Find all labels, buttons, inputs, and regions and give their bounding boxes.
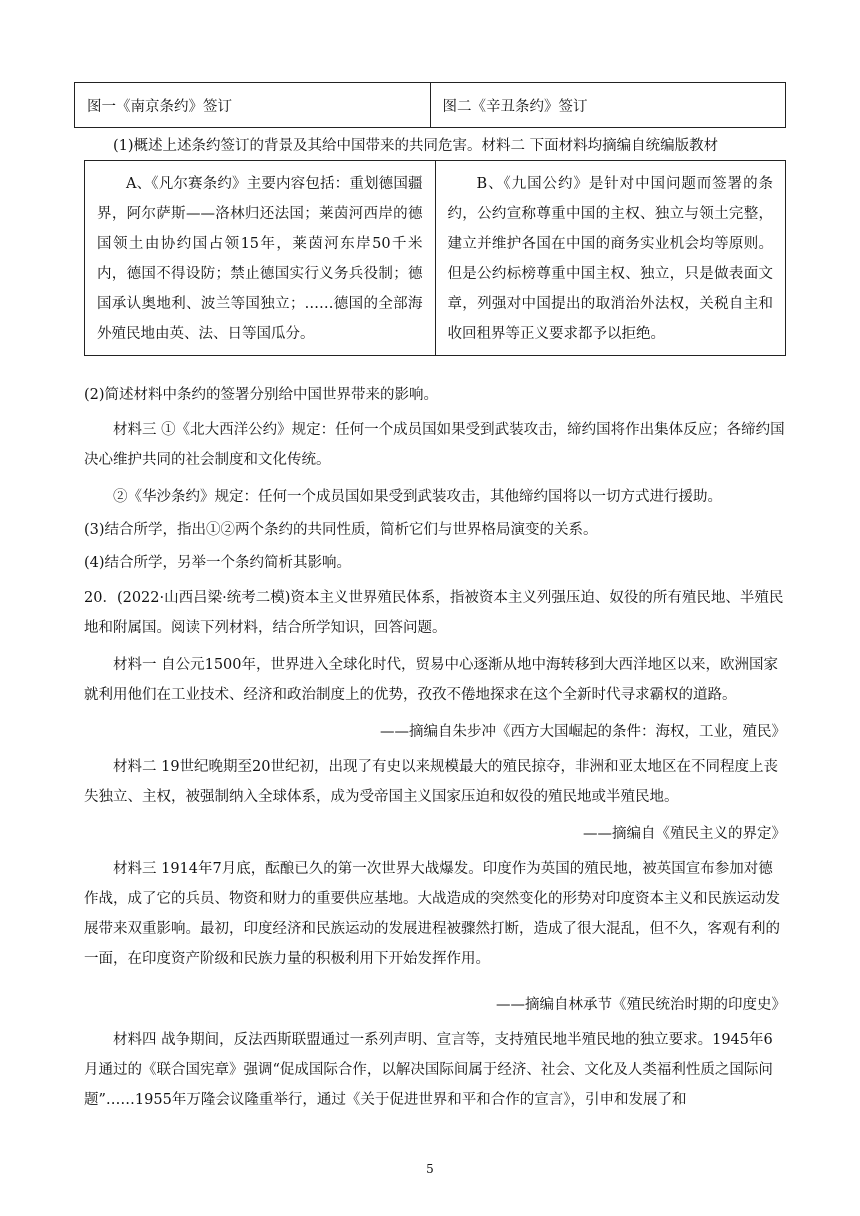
figure-caption-2: 图二《辛丑条约》签订 — [430, 83, 786, 128]
q20-material-3-source: ——摘编自林承节《殖民统治时期的印度史》 — [496, 997, 786, 1013]
material-two-b: B、《九国公约》是针对中国问题而签署的条约，公约宣称尊重中国的主权、独立与领土完整，建立并维护各国在中国的商务实业机会均等原则。但是公约标榜尊重中国主权、独立，只是做表面文章，列强对中国提出的取消治外法权，关税自主和收回租界等正义要求都予以拒绝。 — [435, 161, 786, 356]
question-3: (3)结合所学，指出①②两个条约的共同性质，简析它们与世界格局演变的关系。 — [84, 522, 598, 538]
question-2: (2)简述材料中条约的签署分别给中国世界带来的影响。 — [84, 387, 439, 403]
q20-material-2: 材料二 19世纪晚期至20世纪初，出现了有史以来规模最大的殖民掠夺，非洲和亚太地区在不同程度上丧失独立、主权，被强制纳入全球体系，成为受帝国主义国家压迫和奴役的殖民地或半殖民地。 — [84, 759, 779, 805]
figure-caption-table — [74, 82, 786, 128]
question-1: (1)概述上述条约签订的背景及其给中国带来的共同危害。材料二 下面材料均摘编自统编版教材 — [113, 138, 719, 154]
material-three-p1: 材料三 ①《北大西洋公约》规定：任何一个成员国如果受到武装攻击，缔约国将作出集体反应；各缔约国决心维护共同的社会制度和文化传统。 — [84, 422, 785, 468]
q20-material-4: 材料四 战争期间，反法西斯联盟通过一系列声明、宣言等，支持殖民地半殖民地的独立要求。1945年6月通过的《联合国宪章》强调“促成国际合作，以解决国际间属于经济、社会、文化及人类福利性质之国际问题”……1955年万隆会议隆重举行，通过《关于促进世界和平和合作的宣言》，引申和发展了和 — [84, 1032, 773, 1108]
material-two-a: A、《凡尔赛条约》主要内容包括：重划德国疆界，阿尔萨斯——洛林归还法国；莱茵河西岸的德国领土由协约国占领15年，莱茵河东岸50千米内，德国不得设防；禁止德国实行义务兵役制；德国承认奥地利、波兰等国独立；……德国的全部海外殖民地由英、法、日等国瓜分。 — [85, 161, 436, 356]
figure-caption-1: 图一《南京条约》签订 — [75, 83, 431, 128]
q20-material-3: 材料三 1914年7月底，酝酿已久的第一次世界大战爆发。印度作为英国的殖民地，被英国宣布参加对德作战，成了它的兵员、物资和财力的重要供应基地。大战造成的突然变化的形势对印度资本主义和民族运动发展带来双重影响。最初，印度经济和民族运动的发展进程被骤然打断，造成了很大混乱，但不久，客观有利的一面，在印度资产阶级和民族力量的积极利用下开始发挥作用。 — [84, 861, 780, 967]
q20-material-1: 材料一 自公元1500年，世界进入全球化时代，贸易中心逐渐从地中海转移到大西洋地区以来，欧洲国家就利用他们在工业技术、经济和政治制度上的优势，孜孜不倦地探求在这个全新时代寻求霸权的道路。 — [84, 657, 779, 703]
material-three-p2: ②《华沙条约》规定：任何一个成员国如果受到武装攻击，其他缔约国将以一切方式进行援助。 — [113, 489, 722, 505]
q20-material-2-source: ——摘编自《殖民主义的界定》 — [583, 826, 786, 842]
question-20: 20．(2022·山西吕梁·统考二模)资本主义世界殖民体系，指被资本主义列强压迫、奴役的所有殖民地、半殖民地和附属国。阅读下列材料，结合所学知识，回答问题。 — [84, 590, 784, 636]
question-4: (4)结合所学，另举一个条约简析其影响。 — [84, 555, 352, 571]
material-two-table — [84, 160, 786, 356]
page-number: 5 — [426, 1162, 434, 1176]
q20-material-1-source: ——摘编自朱步冲《西方大国崛起的条件：海权，工业，殖民》 — [380, 724, 786, 740]
